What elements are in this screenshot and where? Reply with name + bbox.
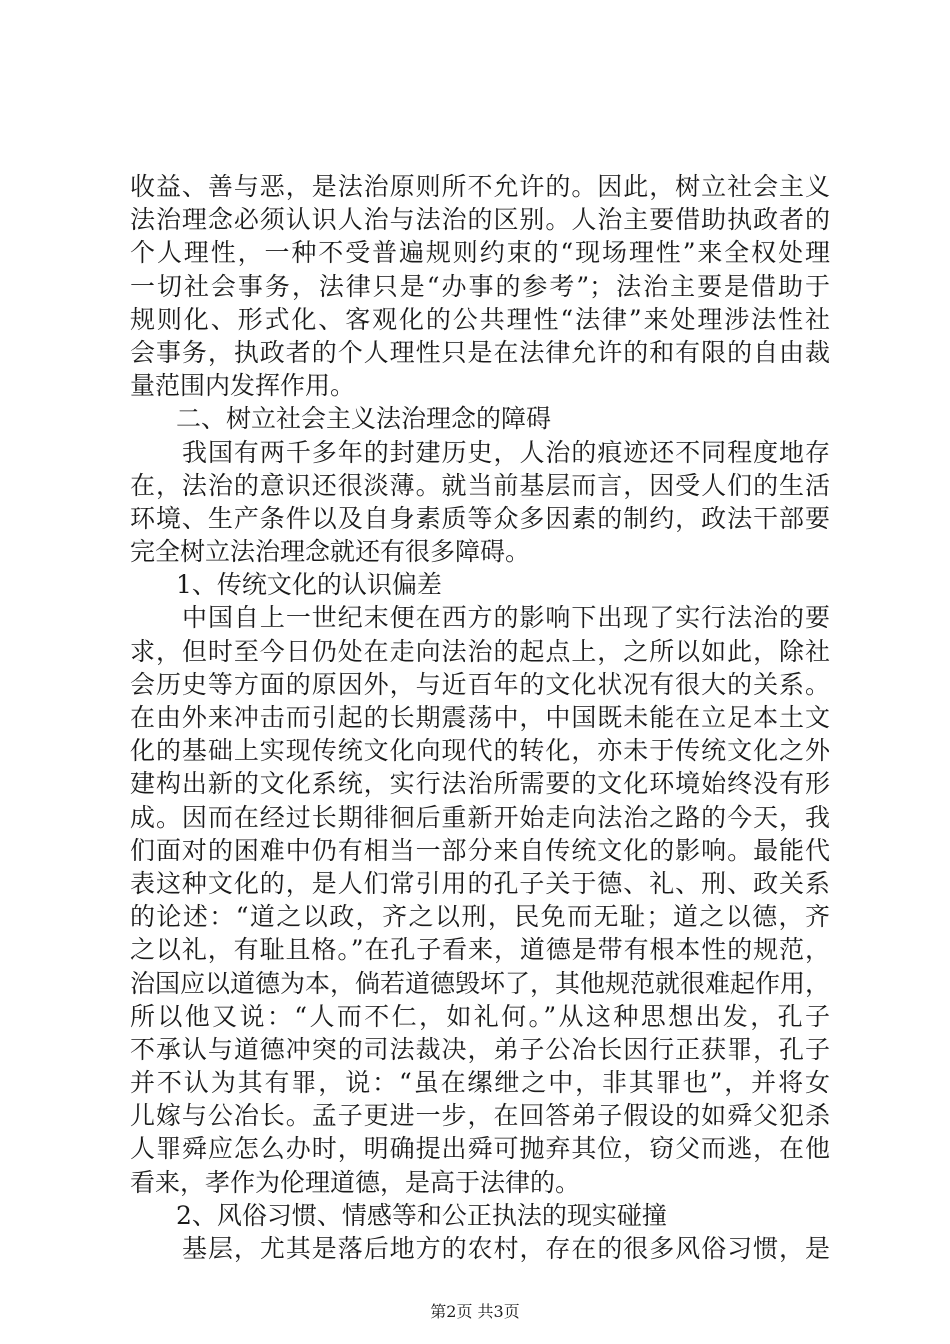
body-text-line: 完全树立法治理念就还有很多障碍。	[130, 537, 531, 567]
body-text-line: 规则化、形式化、客观化的公共理性“法律”来处理涉法性社	[130, 304, 830, 334]
body-text-line: 在，法治的意识还很淡薄。就当前基层而言，因受人们的生活	[130, 470, 830, 500]
body-text-line: 建构出新的文化系统，实行法治所需要的文化环境始终没有形	[130, 769, 830, 799]
body-text-line: 成。因而在经过长期徘徊后重新开始走向法治之路的今天，我	[130, 802, 830, 832]
section-heading: 二、树立社会主义法治理念的障碍	[176, 404, 552, 434]
body-text-line: 并不认为其有罪，说：“虽在缧绁之中，非其罪也”，并将女	[130, 1068, 830, 1098]
body-text-line: 表这种文化的，是人们常引用的孔子关于德、礼、刑、政关系	[130, 868, 830, 898]
body-text-line: 法治理念必须认识人治与法治的区别。人治主要借助执政者的	[130, 205, 830, 235]
paragraph-first-line: 中国自上一世纪末便在西方的影响下出现了实行法治的要	[182, 603, 830, 633]
paragraph-first-line: 基层，尤其是落后地方的农村，存在的很多风俗习惯，是	[182, 1234, 830, 1263]
body-text-line: 收益、善与恶，是法治原则所不允许的。因此，树立社会主义	[130, 172, 830, 201]
body-text-line: 会历史等方面的原因外，与近百年的文化状况有很大的关系。	[130, 669, 830, 699]
body-text-line: 不承认与道德冲突的司法裁决，弟子公冶长因行正获罪，孔子	[130, 1034, 830, 1064]
body-text-line: 会事务，执政者的个人理性只是在法律允许的和有限的自由裁	[130, 337, 830, 367]
body-text-line: 化的基础上实现传统文化向现代的转化，亦未于传统文化之外	[130, 736, 830, 766]
body-text-line: 儿嫁与公冶长。孟子更进一步，在回答弟子假设的如舜父犯杀	[130, 1101, 830, 1131]
body-text-line: 求，但时至今日仍处在走向法治的起点上，之所以如此，除社	[130, 636, 830, 666]
body-text-line: 们面对的困难中仍有相当一部分来自传统文化的影响。最能代	[130, 835, 830, 865]
document-body	[130, 170, 830, 1265]
body-text-line: 治国应以道德为本，倘若道德毁坏了，其他规范就很难起作用，	[130, 968, 830, 998]
body-text-line: 之以礼，有耻且格。”在孔子看来，道德是带有根本性的规范，	[130, 935, 830, 965]
page-footer: 第2页 共3页	[430, 1302, 520, 1321]
section-heading: 1、传统文化的认识偏差	[176, 570, 442, 600]
section-heading: 2、风俗习惯、情感等和公正执法的现实碰撞	[176, 1200, 667, 1230]
body-text-line: 环境、生产条件以及自身素质等众多因素的制约，政法干部要	[130, 503, 830, 533]
body-text-line: 的论述：“道之以政，齐之以刑，民免而无耻；道之以德，齐	[130, 902, 830, 932]
body-text-line: 在由外来冲击而引起的长期震荡中，中国既未能在立足本土文	[130, 703, 830, 732]
body-text-line: 量范围内发挥作用。	[130, 371, 356, 401]
body-text-line: 个人理性，一种不受普遍规则约束的“现场理性”来全权处理	[130, 238, 830, 268]
body-text-line: 人罪舜应怎么办时，明确提出舜可抛弃其位，窃父而逃，在他	[130, 1134, 830, 1164]
body-text-line: 看来，孝作为伦理道德，是高于法律的。	[130, 1167, 581, 1197]
body-text-line: 一切社会事务，法律只是“办事的参考”；法治主要是借助于	[130, 271, 830, 301]
paragraph-first-line: 我国有两千多年的封建历史，人治的痕迹还不同程度地存	[182, 437, 830, 467]
body-text-line: 所以他又说：“人而不仁，如礼何。”从这种思想出发，孔子	[130, 1001, 830, 1031]
